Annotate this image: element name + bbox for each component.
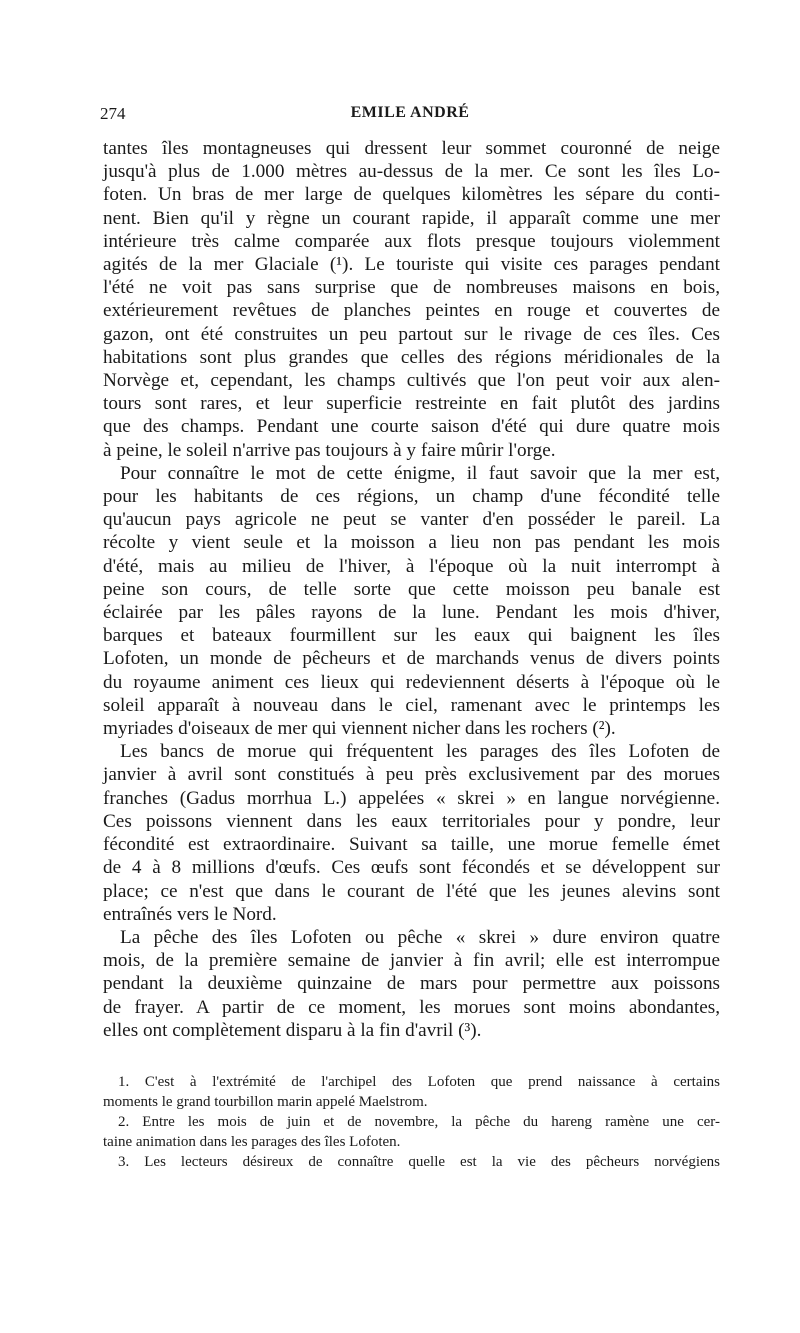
text-line: de frayer. A partir de ce moment, les morues sont moins abondantes, [103,996,720,1018]
text-line: Ces poissons viennent dans les eaux territoriales pour y pondre, leur [103,810,720,832]
text-line: pour les habitants de ces régions, un champ d'une fécondité telle [103,486,720,508]
footnote-line: taine animation dans les parages des îles Lofoten. [103,1134,401,1150]
footnotes [103,1072,720,1172]
text-line: de 4 à 8 millions d'œufs. Ces œufs sont fécondés et se développent sur [103,857,720,879]
text-line: nent. Bien qu'il y règne un courant rapide, il apparaît comme une mer [103,207,720,229]
text-line: qu'aucun pays agricole ne peut se vanter d'en posséder le pareil. La [103,509,720,531]
text-line: foten. Un bras de mer large de quelques kilomètres les sépare du conti- [103,184,720,206]
text-line: que des champs. Pendant une courte saison d'été qui dure quatre mois [103,416,720,438]
text-line: La pêche des îles Lofoten ou pêche « skrei » dure environ quatre [120,926,720,948]
text-line: elles ont complètement disparu à la fin d'avril (³). [103,1019,482,1041]
text-line: entraînés vers le Nord. [103,903,277,925]
body-text [103,137,720,1042]
text-line: janvier à avril sont constitués à peu près exclusivement par des morues [103,764,720,786]
text-line: tours sont rares, et leur superficie restreinte en fait plutôt des jardins [103,393,720,415]
footnote-line: 2. Entre les mois de juin et de novembre, la pêche du hareng ramène une cer- [118,1114,720,1130]
text-line: intérieure très calme comparée aux flots presque toujours violemment [103,230,720,252]
text-line: jusqu'à plus de 1.000 mètres au-dessus de la mer. Ce sont les îles Lo- [103,161,720,183]
footnote-line: moments le grand tourbillon marin appelé Maelstrom. [103,1094,428,1110]
footnote-line: 3. Les lecteurs désireux de connaître quelle est la vie des pêcheurs norvégiens [118,1154,720,1170]
text-line: récolte y vient seule et la moisson a lieu non pas pendant les mois [103,532,720,554]
text-line: soleil apparaît à nouveau dans le ciel, ramenant avec le printemps les [103,694,720,716]
text-line: myriades d'oiseaux de mer qui viennent nicher dans les rochers (²). [103,718,616,740]
text-line: à peine, le soleil n'arrive pas toujours à y faire mûrir l'orge. [103,439,556,461]
text-line: mois, de la première semaine de janvier à fin avril; elle est interrompue [103,950,720,972]
text-line: peine son cours, de telle sorte que cette moisson peu banale est [103,578,720,600]
text-line: du royaume animent ces lieux qui redeviennent déserts à l'époque où le [103,671,720,693]
text-line: éclairée par les pâles rayons de la lune. Pendant les mois d'hiver, [103,602,720,624]
text-line: barques et bateaux fourmillent sur les eaux qui baignent les îles [103,625,720,647]
text-line: habitations sont plus grandes que celles des régions méridionales de la [103,346,720,368]
text-line: l'été ne voit pas sans surprise que de nombreuses maisons en bois, [103,277,720,299]
page-number: 274 [100,104,126,123]
text-line: franches (Gadus morrhua L.) appelées « skrei » en langue norvégienne. [103,787,720,809]
text-line: place; ce n'est que dans le courant de l'été que les jeunes alevins sont [103,880,720,902]
text-line: Pour connaître le mot de cette énigme, il faut savoir que la mer est, [120,462,720,484]
text-line: Lofoten, un monde de pêcheurs et de marchands venus de divers points [103,648,720,670]
text-line: tantes îles montagneuses qui dressent leur sommet couronné de neige [103,138,720,159]
text-line: pendant la deuxième quinzaine de mars pour permettre aux poissons [103,973,720,995]
text-line: Norvège et, cependant, les champs cultivés que l'on peut voir aux alen- [103,370,720,392]
text-line: gazon, ont été construites un peu partout sur le rivage de ces îles. Ces [103,323,720,345]
running-title: EMILE ANDRÉ [350,104,470,121]
text-line: Les bancs de morue qui fréquentent les parages des îles Lofoten de [120,741,720,763]
text-line: fécondité est extraordinaire. Suivant sa taille, une morue femelle émet [103,834,720,856]
text-line: agités de la mer Glaciale (¹). Le touriste qui visite ces parages pendant [103,254,720,276]
text-line: d'été, mais au milieu de l'hiver, à l'époque où la nuit interrompt à [103,555,720,577]
text-line: extérieurement revêtues de planches peintes en rouge et couvertes de [103,300,720,322]
page-header [100,104,720,128]
footnote-line: 1. C'est à l'extrémité de l'archipel des Lofoten que prend naissance à certains [118,1074,720,1090]
